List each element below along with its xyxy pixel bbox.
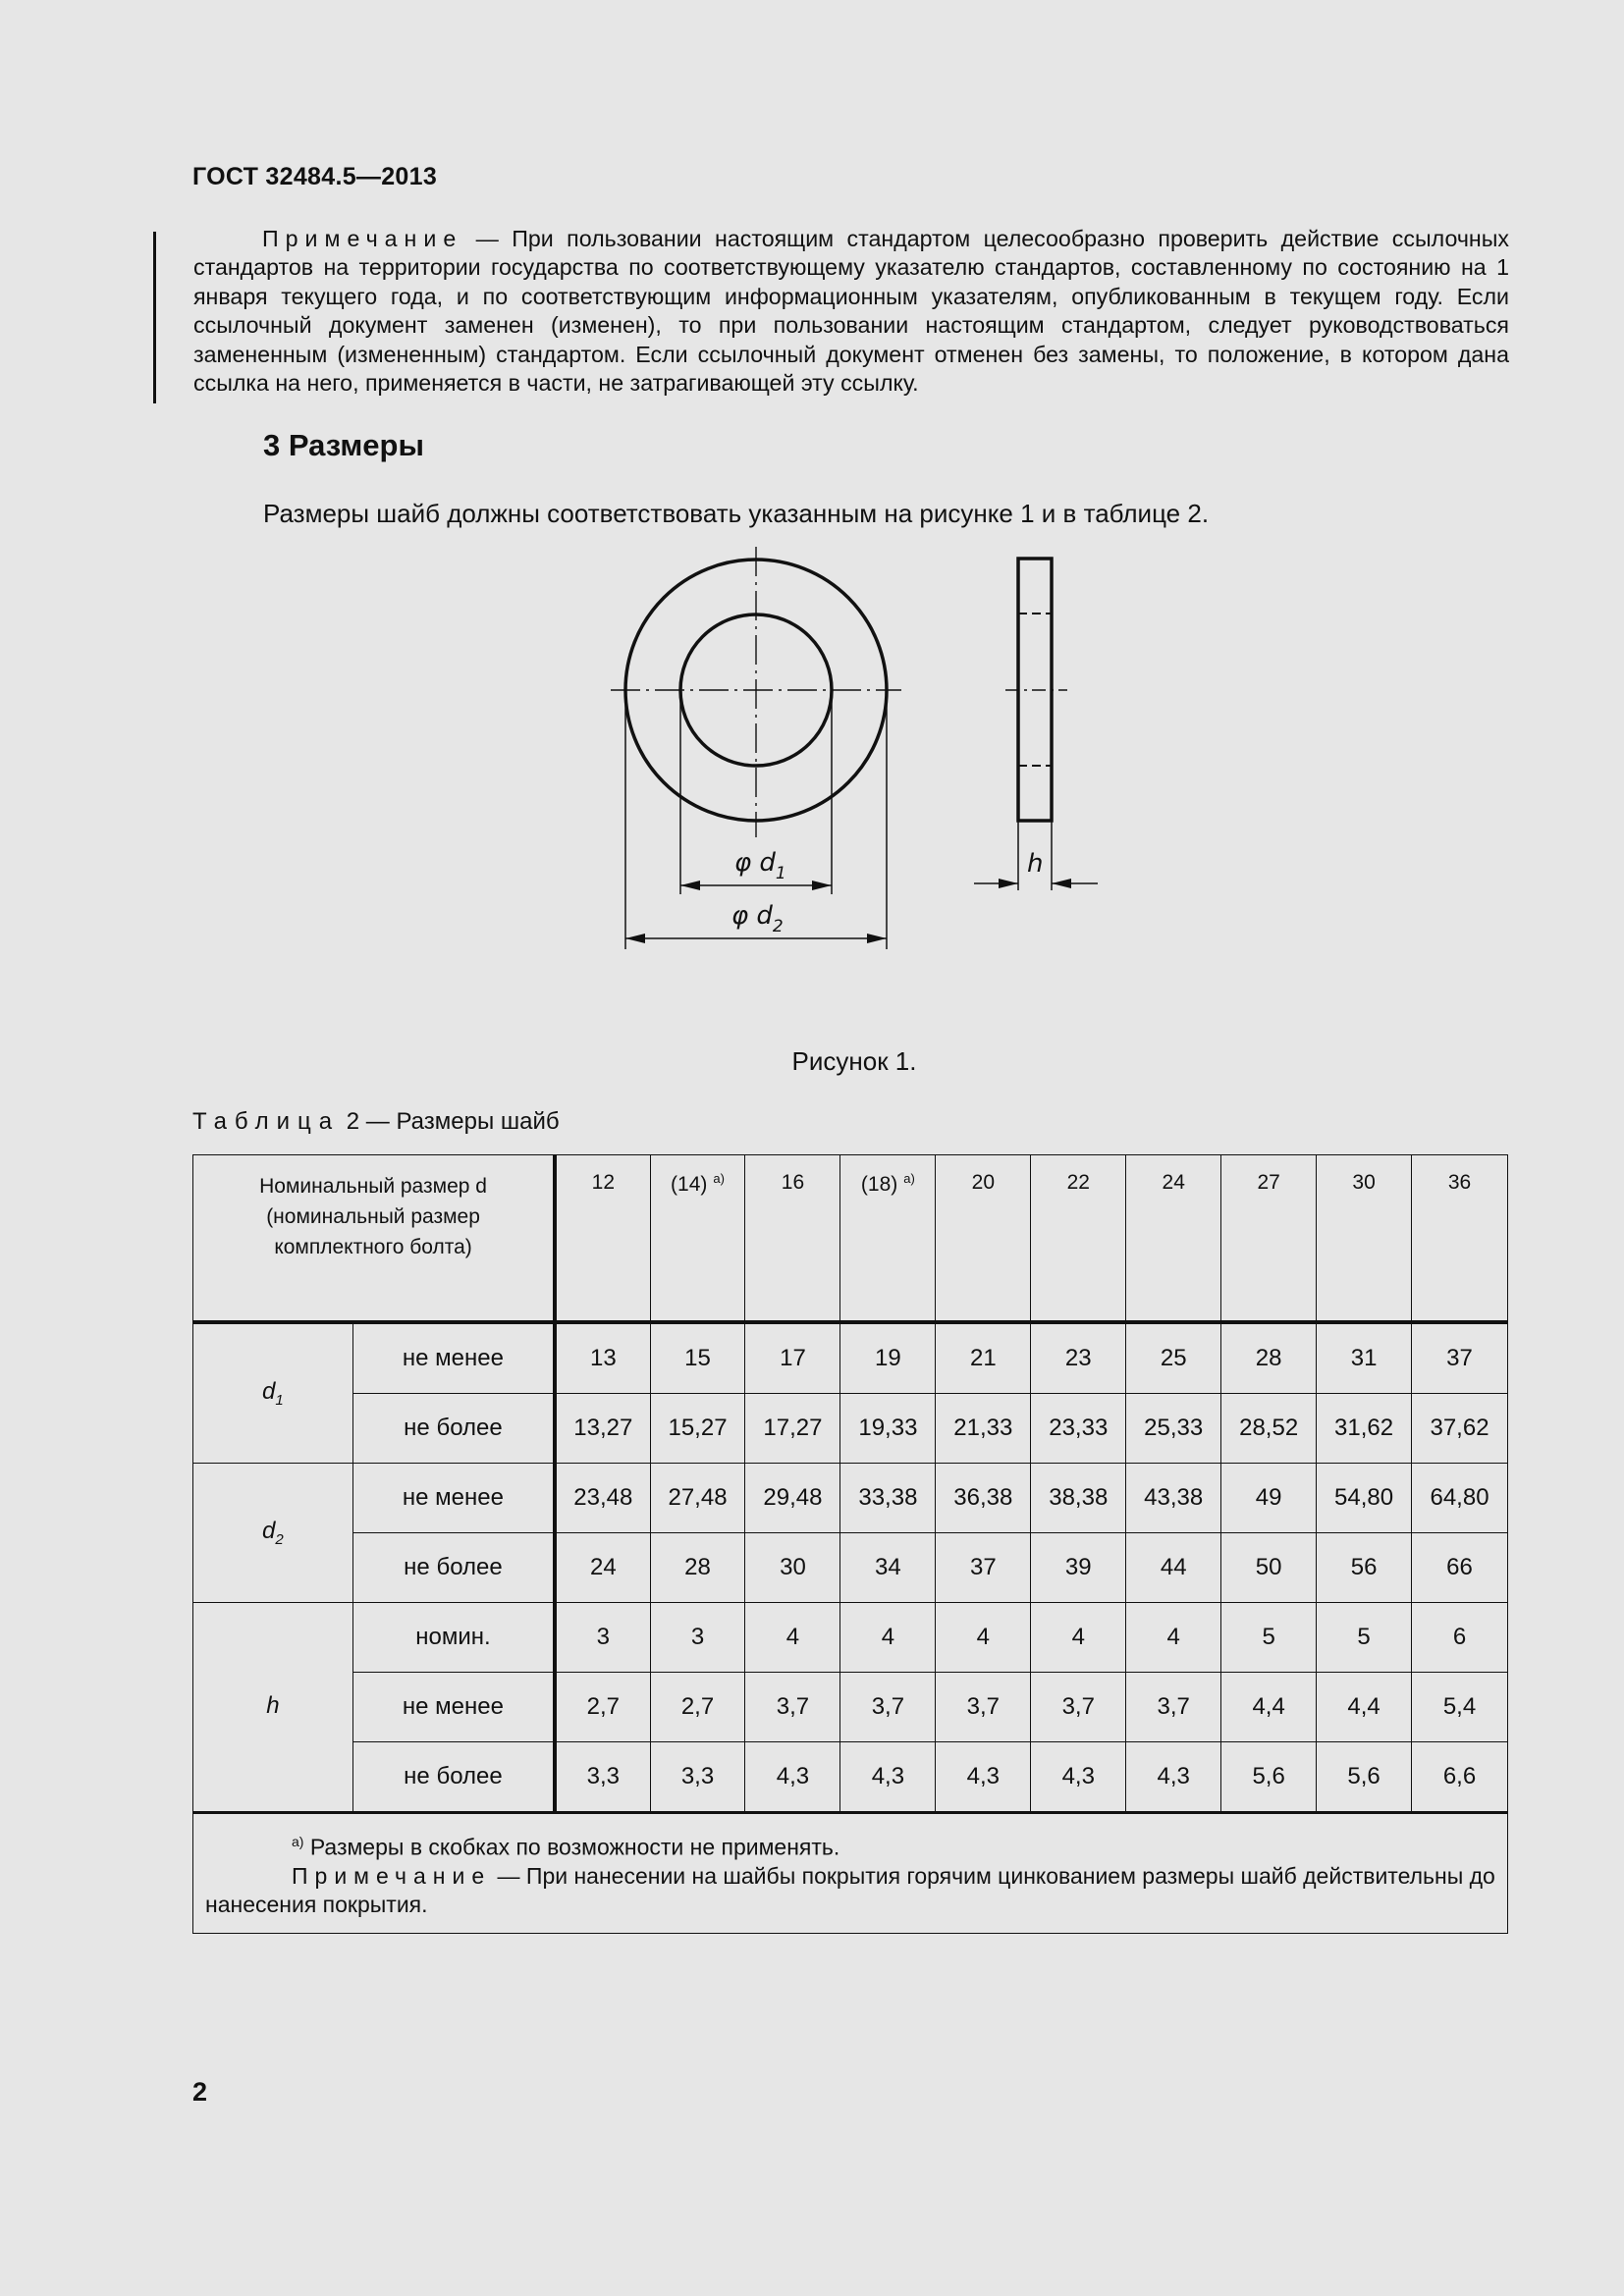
figure-caption: Рисунок 1. (791, 1046, 917, 1076)
change-bar (153, 232, 156, 403)
section-intro: Размеры шайб должны соответствовать указанным на рисунке 1 и в таблице 2. (263, 499, 1210, 528)
limit-label: не менее (352, 1464, 555, 1533)
table-cell: 4,4 (1221, 1673, 1317, 1742)
size-value: 20 (971, 1171, 995, 1194)
table-cell: 4,3 (840, 1742, 936, 1813)
table-cell: 4 (745, 1603, 840, 1673)
size-value: 12 (591, 1171, 615, 1194)
table-row (193, 1603, 1508, 1673)
size-value: 24 (1162, 1171, 1185, 1194)
parameter-cell (193, 1603, 353, 1813)
table-cell: 4,4 (1317, 1673, 1412, 1742)
note-text: — При пользовании настоящим стандартом целесообразно проверить действие ссылочных стандартов на территории государства по соответствующему указателю стандартов, составленному по состоянию на 1 января текущего года, и по соответствующим информационным указателям, опубликованным в текущем году. Если ссылочный документ заменен (изменен), то при пользовании настоящим стандартом, следует руководствоваться замененным (измененным) стандартом. Если ссылочный документ отменен без замены, то положение, в котором дана ссылка на него, применяется в части, не затрагивающей эту ссылку. (193, 226, 1509, 397)
table-cell: 4,3 (745, 1742, 840, 1813)
table-cell: 23 (1031, 1322, 1126, 1394)
section-title: 3 Размеры (263, 428, 424, 462)
table-cell: 37 (936, 1533, 1031, 1603)
table-cell: 15,27 (650, 1394, 745, 1464)
table-note-text: — При нанесении на шайбы покрытия горячим цинкованием размеры шайб действительны до нанесения покрытия. (205, 1862, 1495, 1917)
table-cell: 54,80 (1317, 1464, 1412, 1533)
table-cell: 24 (555, 1533, 650, 1603)
table-cell: 6 (1412, 1603, 1508, 1673)
header-label-line: комплектного болта) (274, 1236, 472, 1258)
header-label-line: Номинальный размер d (259, 1175, 487, 1198)
h-arrows (999, 879, 1071, 888)
table-cell: 25,33 (1126, 1394, 1221, 1464)
table-cell: 6,6 (1412, 1742, 1508, 1813)
size-value: (14) (671, 1173, 708, 1196)
table-cell: 2,7 (555, 1673, 650, 1742)
washer-side-view (974, 559, 1098, 890)
size-header-cell (1031, 1155, 1126, 1323)
size-value: 27 (1257, 1171, 1280, 1194)
table-cell: 4 (936, 1603, 1031, 1673)
table-cell: 30 (745, 1533, 840, 1603)
table-cell: 4 (840, 1603, 936, 1673)
table-cell: 23,48 (555, 1464, 650, 1533)
table-footer-row (193, 1813, 1508, 1934)
table-cell: 15 (650, 1322, 745, 1394)
table-cell: 5 (1221, 1603, 1317, 1673)
size-value: 36 (1447, 1171, 1472, 1194)
table-cell: 4 (1031, 1603, 1126, 1673)
limit-label: не более (352, 1533, 555, 1603)
table-footnotes (193, 1813, 1508, 1934)
limit-label: не более (352, 1742, 555, 1813)
table-cell: 66 (1412, 1533, 1508, 1603)
table-cell: 3,3 (650, 1742, 745, 1813)
table-row (193, 1673, 1508, 1742)
table-title-prefix: Таблица (192, 1108, 341, 1135)
size-header-cell (555, 1155, 650, 1323)
table-cell: 5,4 (1412, 1673, 1508, 1742)
size-header-cell (1221, 1155, 1317, 1323)
table-row (193, 1533, 1508, 1603)
table-cell: 64,80 (1412, 1464, 1508, 1533)
size-header-cell (1317, 1155, 1412, 1323)
table-row (193, 1322, 1508, 1394)
size-header-cell (936, 1155, 1031, 1323)
parameter-symbol: d (262, 1378, 276, 1406)
footnote-marker: а) (903, 1171, 915, 1186)
table-cell: 17,27 (745, 1394, 840, 1464)
table-title (192, 1108, 560, 1136)
table-cell: 23,33 (1031, 1394, 1126, 1464)
size-value: 22 (1066, 1171, 1090, 1194)
table-cell: 4,3 (1031, 1742, 1126, 1813)
table-cell: 3,7 (745, 1673, 840, 1742)
table-cell: 3,7 (840, 1673, 936, 1742)
note-label: Примечание (262, 226, 463, 251)
table-cell: 19 (840, 1322, 936, 1394)
table-cell: 31 (1317, 1322, 1412, 1394)
table-cell: 28 (1221, 1322, 1317, 1394)
table-cell: 25 (1126, 1322, 1221, 1394)
size-value: (18) (860, 1173, 898, 1196)
table-cell: 3,7 (1031, 1673, 1126, 1742)
parameter-symbol: h (266, 1691, 280, 1719)
table-cell: 28,52 (1221, 1394, 1317, 1464)
table-cell: 5,6 (1221, 1742, 1317, 1813)
table-cell: 28 (650, 1533, 745, 1603)
footnote (292, 1828, 1495, 1862)
table-cell: 4,3 (1126, 1742, 1221, 1813)
footnote-mark: а) (292, 1834, 304, 1849)
parameter-symbol: d (262, 1518, 276, 1545)
table-cell: 13 (555, 1322, 650, 1394)
table-cell: 49 (1221, 1464, 1317, 1533)
table-cell: 27,48 (650, 1464, 745, 1533)
table-cell: 33,38 (840, 1464, 936, 1533)
h-label: h (1027, 849, 1044, 879)
washer-dimensions-table (192, 1154, 1508, 1934)
table-row (193, 1464, 1508, 1533)
table-cell: 4,3 (936, 1742, 1031, 1813)
size-header-cell (650, 1155, 745, 1323)
table-cell: 56 (1317, 1533, 1412, 1603)
table-cell: 36,38 (936, 1464, 1031, 1533)
table-cell: 19,33 (840, 1394, 936, 1464)
table-note (205, 1862, 1495, 1919)
table-cell: 37,62 (1412, 1394, 1508, 1464)
size-value: 30 (1352, 1171, 1376, 1194)
table-note-label: Примечание (292, 1862, 492, 1889)
parameter-subscript: 1 (275, 1391, 284, 1409)
table-cell: 29,48 (745, 1464, 840, 1533)
table-row (193, 1394, 1508, 1464)
table-cell: 17 (745, 1322, 840, 1394)
size-header-cell (1412, 1155, 1508, 1323)
size-header-cell (840, 1155, 936, 1323)
limit-label: не более (352, 1394, 555, 1464)
table-header-row (193, 1155, 1508, 1323)
table-cell: 21,33 (936, 1394, 1031, 1464)
limit-label: номин. (352, 1603, 555, 1673)
header-label-line: (номинальный размер (266, 1205, 480, 1228)
table-cell: 3,7 (936, 1673, 1031, 1742)
table-cell: 13,27 (555, 1394, 650, 1464)
table-cell: 3,3 (555, 1742, 650, 1813)
table-cell: 31,62 (1317, 1394, 1412, 1464)
table-cell: 3,7 (1126, 1673, 1221, 1742)
limit-label: не менее (352, 1673, 555, 1742)
table-cell: 21 (936, 1322, 1031, 1394)
d2-label: φ $d_2$ (731, 901, 784, 936)
footnote-marker: а) (713, 1171, 725, 1186)
table-cell: 43,38 (1126, 1464, 1221, 1533)
footnote-text: Размеры в скобках по возможности не применять. (303, 1834, 840, 1860)
reference-note (193, 225, 1509, 398)
table-cell: 44 (1126, 1533, 1221, 1603)
washer-front-view (611, 547, 901, 949)
size-header-cell (1126, 1155, 1221, 1323)
table-cell: 34 (840, 1533, 936, 1603)
size-header-cell (745, 1155, 840, 1323)
parameter-subscript: 2 (275, 1530, 284, 1548)
table-cell: 5 (1317, 1603, 1412, 1673)
table-title-rest: 2 — Размеры шайб (340, 1108, 560, 1135)
table-cell: 5,6 (1317, 1742, 1412, 1813)
table-row (193, 1742, 1508, 1813)
d1-label: φ $d_1$ (734, 848, 786, 883)
nominal-size-header (193, 1155, 556, 1323)
table-cell: 3 (555, 1603, 650, 1673)
page-number: 2 (192, 2077, 208, 2107)
washer-drawing (589, 545, 1119, 957)
table-cell: 4 (1126, 1603, 1221, 1673)
document-header: ГОСТ 32484.5—2013 (192, 163, 438, 190)
table-cell: 3 (650, 1603, 745, 1673)
size-value: 16 (781, 1171, 805, 1194)
parameter-cell (193, 1464, 353, 1603)
parameter-cell (193, 1322, 353, 1464)
table-cell: 2,7 (650, 1673, 745, 1742)
table-cell: 39 (1031, 1533, 1126, 1603)
table-cell: 50 (1221, 1533, 1317, 1603)
table-cell: 37 (1412, 1322, 1508, 1394)
limit-label: не менее (352, 1322, 555, 1394)
table-cell: 38,38 (1031, 1464, 1126, 1533)
